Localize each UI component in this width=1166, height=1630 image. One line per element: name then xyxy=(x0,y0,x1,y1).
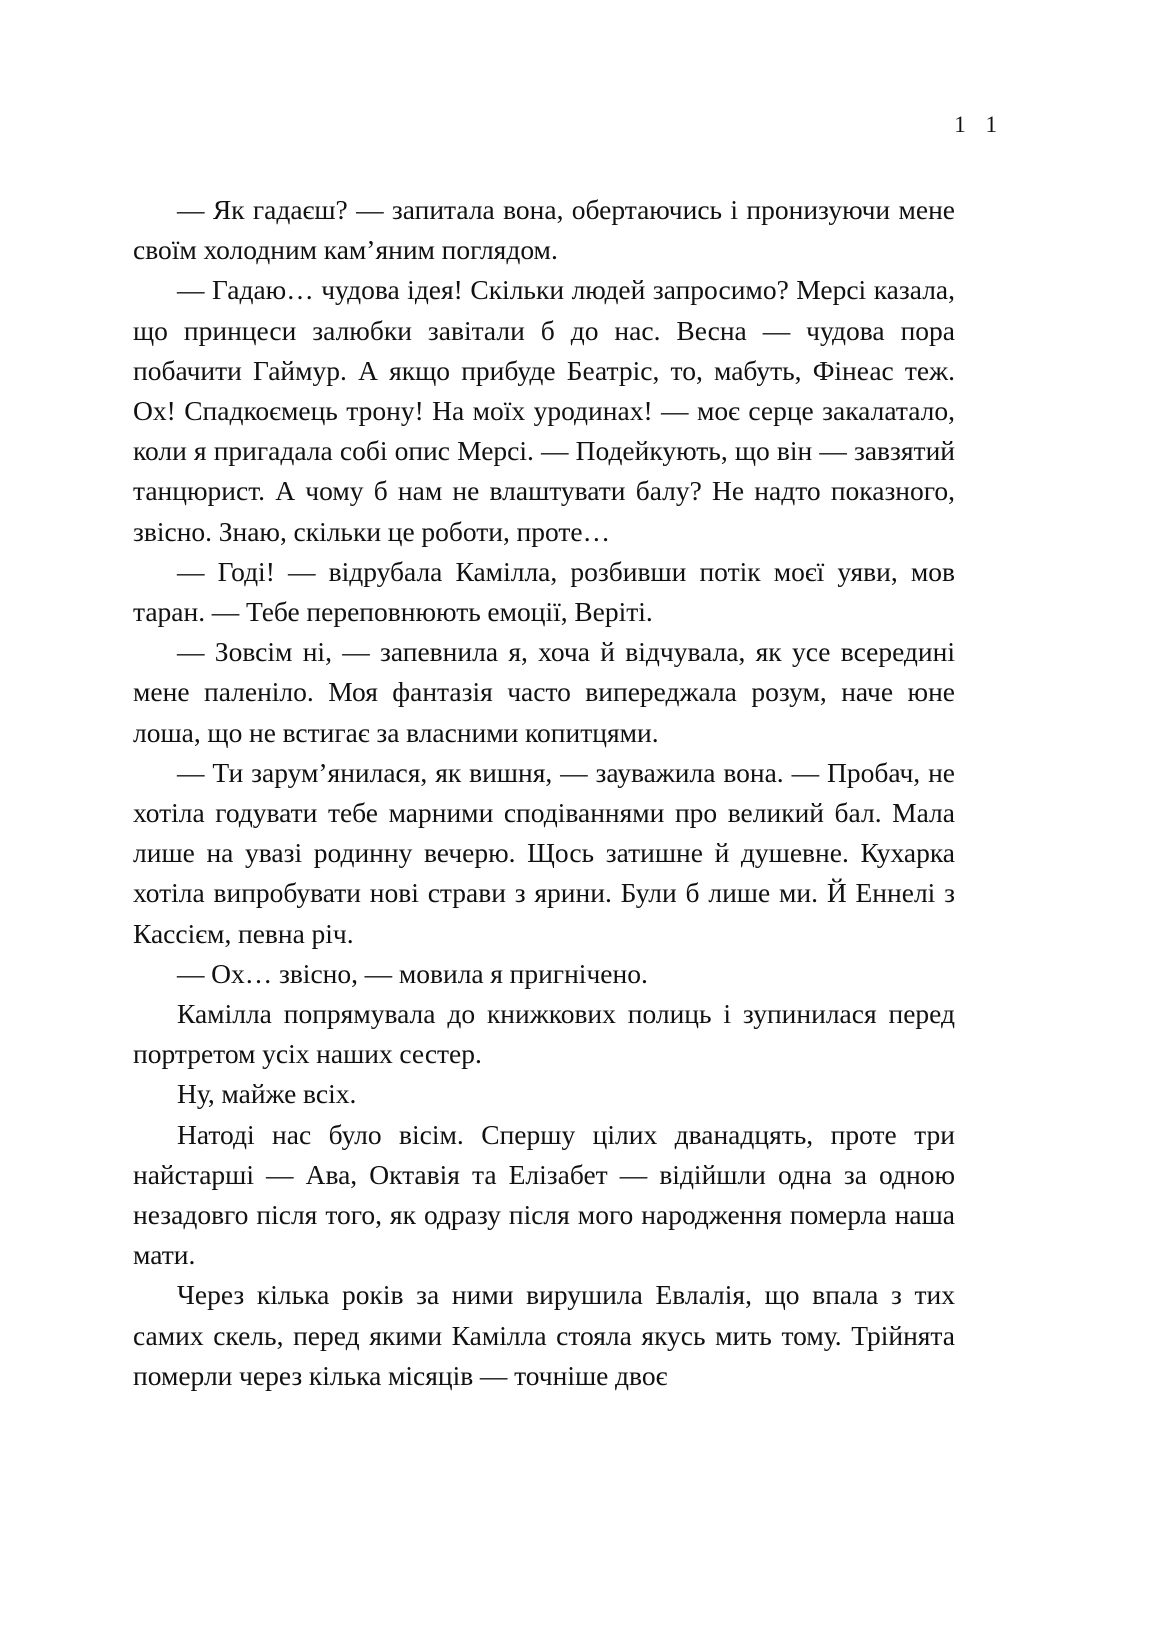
paragraph: — Зовсім ні, — запевнила я, хоча й відчувала, як усе всередині мене паленіло. Моя фантазія часто випереджала розум, наче юне лоша, що не встигає за власними копитцями. xyxy=(133,636,955,748)
paragraph: — Як гадаєш? — запитала вона, обертаючись і пронизуючи мене своїм холодним кам’яним поглядом. xyxy=(133,194,955,266)
page-number: 1 1 xyxy=(954,112,1004,137)
paragraph: — Ох… звісно, — мовила я пригнічено. xyxy=(177,957,648,989)
paragraph: Камілла попрямувала до книжкових полиць і зупинилася перед портретом усіх наших сестер. xyxy=(133,998,955,1070)
paragraph: Натоді нас було вісім. Спершу цілих дванадцять, проте три найстарші — Ава, Октавія та Елізабет — відійшли одна за одною незадовго після того, як одразу після мого народження померла наша мати. xyxy=(133,1118,955,1271)
paragraph: — Гадаю… чудова ідея! Скільки людей запросимо? Мерсі казала, що принцеси залюбки завітали б до нас. Весна — чудова пора побачити Гаймур. А якщо прибуде Беатріс, то, мабуть, Фінеас теж. Ох! Спадкоємець трону! На моїх уродинах! — моє серце закалатало, коли я пригадала собі опис Мерсі. — Подейкують, що він — завзятий танцюрист. А чому б нам не влаштувати балу? Не надто показного, звісно. Знаю, скільки це роботи, проте… xyxy=(133,274,955,547)
body-text-block xyxy=(133,190,955,1396)
paragraph: Ну, майже всіх. xyxy=(177,1078,357,1110)
paragraph: Через кілька років за ними вирушила Евлалія, що впала з тих самих скель, перед якими Камілла стояла якусь мить тому. Трійнята померли через кілька місяців — точніше двоє xyxy=(133,1279,955,1391)
paragraph: — Годі! — відрубала Камілла, розбивши потік моєї уяви, мов таран. — Тебе переповнюють емоції, Веріті. xyxy=(133,555,955,628)
paragraph: — Ти зарум’янилася, як вишня, — зауважила вона. — Пробач, не хотіла годувати тебе марними сподіваннями про великий бал. Мала лише на увазі родинну вечерю. Щось затишне й душевне. Кухарка хотіла випробувати нові страви з ярини. Були б лише ми. Й Еннелі з Кассієм, певна річ. xyxy=(133,756,955,949)
